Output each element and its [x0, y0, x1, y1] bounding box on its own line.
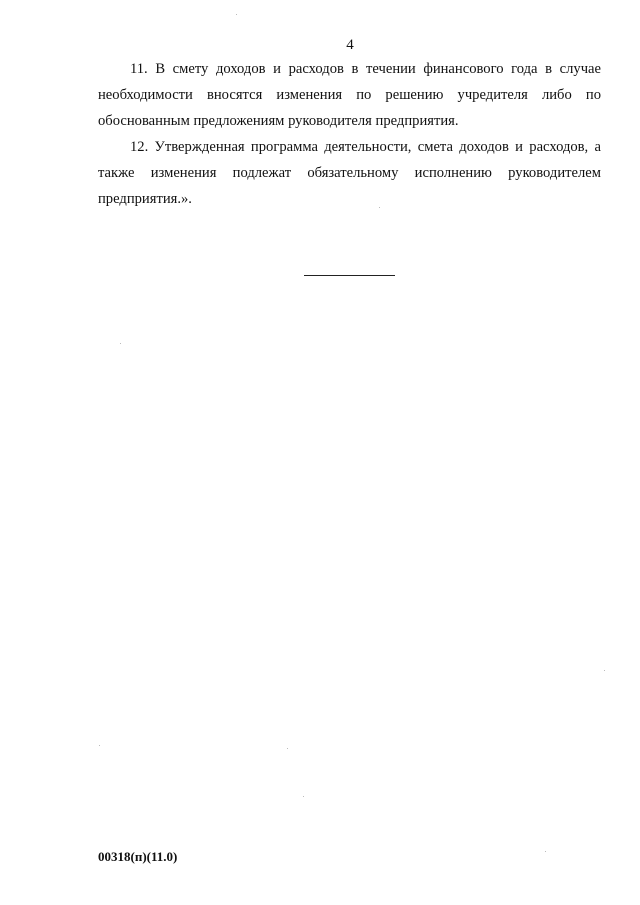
scan-speck — [99, 745, 100, 746]
scan-speck — [287, 748, 288, 749]
scan-speck — [303, 796, 304, 797]
document-code: 00318(п)(11.0) — [98, 849, 178, 864]
separator-line — [304, 275, 395, 276]
page-number: 4 — [346, 37, 354, 53]
scan-speck — [120, 343, 121, 344]
scan-speck — [545, 851, 546, 852]
paragraph-12: 12. Утвержденная программа деятельности, смета доходов и расходов, а также изменения подлежат обязательному исполнению руководителем предприятия.». — [98, 139, 601, 207]
scan-speck — [236, 14, 237, 15]
paragraph-11: 11. В смету доходов и расходов в течении финансового года в случае необходимости вносятся изменения по решению учредителя либо по обоснованным предложениям руководителя предприятия. — [98, 61, 601, 129]
scan-speck — [604, 670, 605, 671]
scan-speck — [379, 207, 380, 208]
